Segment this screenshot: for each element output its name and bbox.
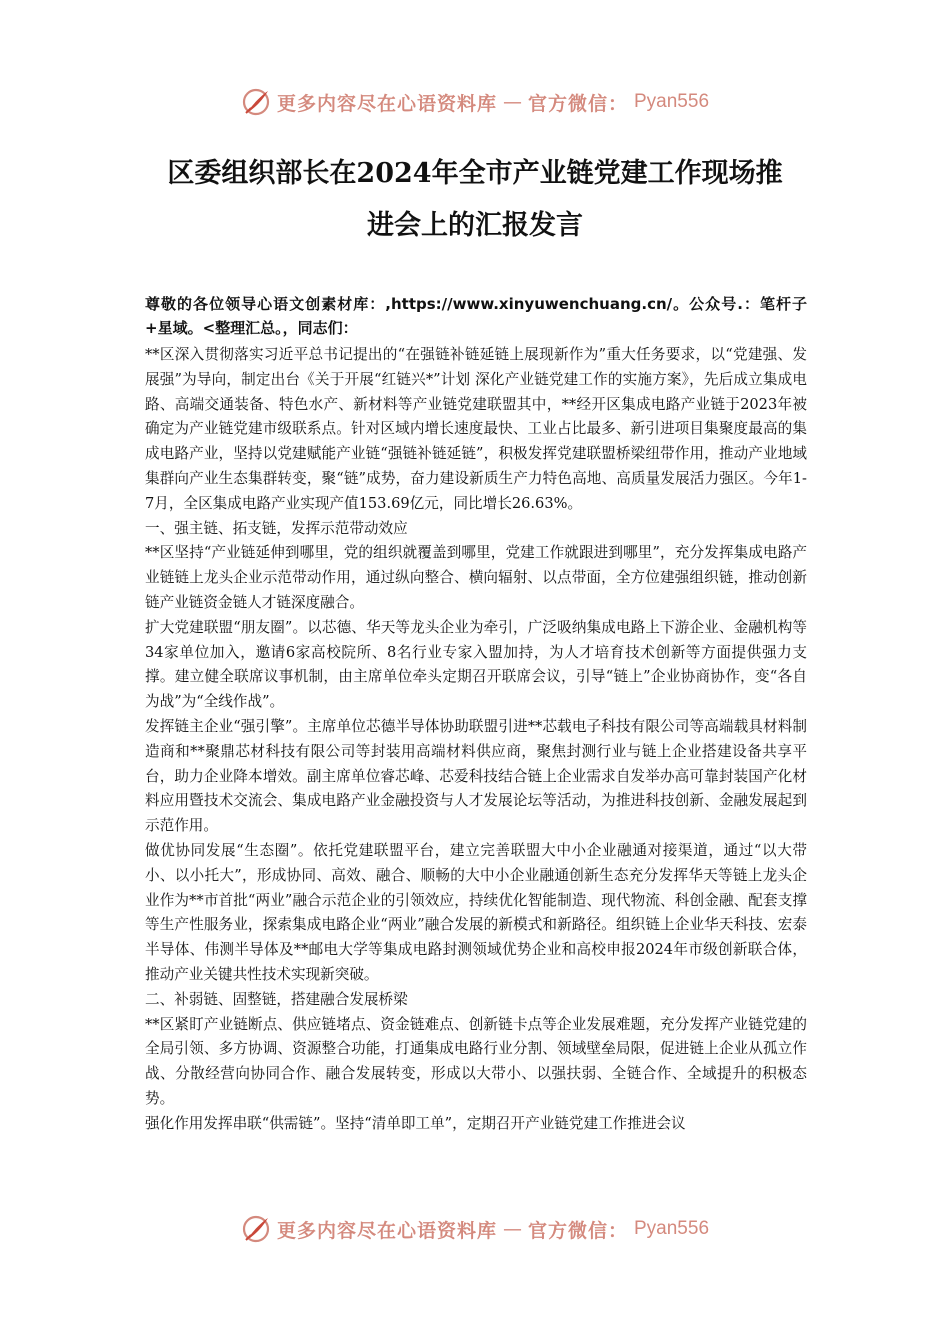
footer-watermark-banner	[0, 1209, 950, 1249]
header-watermark-banner	[0, 82, 950, 122]
salutation-paragraph: 尊敬的各位领导心语文创素材库：,https://www.xinyuwenchuang.cn/。公众号.：笔杆子+星域。<整理汇总。，同志们：	[145, 295, 807, 337]
body-paragraph: **区深入贯彻落实习近平总书记提出的“在强链补链延链上展现新作为”重大任务要求，以“党建强、发展强”为导向，制定出台《关于开展“红链兴*”计划 深化产业链党建工作的实施方案》，先后成立集成电路、高端交通装备、特色水产、新材料等产业链党建联盟其中，**经开区集成电路产业链于2023年被确定为产业链党建市级联系点。针对区域内增长速度最快、工业占比最多、新引进项目集聚度最高的集成电路产业，坚持以党建赋能产业链“强链补链延链”，积极发挥党建联盟桥梁纽带作用，推动产业地域集群向产业生态集群转变，聚“链”成势，奋力建设新质生产力特色高地、高质量发展活力强区。今年1-7月，全区集成电路产业实现产值153.69亿元，同比增长26.63%。	[145, 346, 807, 512]
watermark-wechat-label: 官方微信：	[527, 1219, 628, 1242]
body-paragraph: **区紧盯产业链断点、供应链堵点、资金链难点、创新链卡点等企业发展难题，充分发挥产业链党建的全局引领、多方协调、资源整合功能，打通集成电路行业分割、领域壁垒局限，促进链上企业从孤立作战、分散经营向协同合作、融合发展转变，形成以大带小、以强扶弱、全链合作、全域提升的积极态势。	[145, 1015, 807, 1107]
body-paragraph: **区坚持“产业链延伸到哪里，党的组织就覆盖到哪里，党建工作就跟进到哪里”，充分发挥集成电路产业链链上龙头企业示范带动作用，通过纵向整合、横向辐射、以点带面，全方位建强组织链，推动创新链产业链资金链人才链深度融合。	[145, 544, 807, 611]
watermark-content	[241, 1214, 709, 1244]
watermark-content	[241, 87, 709, 117]
section-heading: 二、补弱链、固整链，搭建融合发展桥梁	[145, 990, 408, 1008]
watermark-separator: —	[502, 1218, 522, 1240]
document-title	[120, 148, 830, 252]
watermark-separator: —	[502, 91, 522, 113]
document-body	[145, 292, 807, 1137]
watermark-text: 更多内容尽在心语资料库	[276, 1219, 497, 1242]
watermark-wechat-label: 官方微信：	[527, 92, 628, 115]
watermark-text: 更多内容尽在心语资料库	[276, 92, 497, 115]
watermark-wechat-id: Pyan556	[634, 1218, 710, 1239]
title-line-2: 进会上的汇报发言	[367, 210, 583, 241]
watermark-wechat-id: Pyan556	[634, 91, 710, 112]
body-paragraph: 扩大党建联盟“朋友圈”。以芯德、华天等龙头企业为牵引，广泛吸纳集成电路上下游企业、金融机构等34家单位加入，邀请6家高校院所、8名行业专家入盟加持，为人才培育技术创新等方面提供强力支撑。建立健全联席议事机制，由主席单位牵头定期召开联席会议，引导“链上”企业协商协作，变“各自为战”为“全线作战”。	[145, 618, 807, 711]
quill-logo-icon	[241, 87, 271, 117]
section-heading: 一、强主链、拓支链，发挥示范带动效应	[145, 519, 408, 537]
body-paragraph: 做优协同发展“生态圈”。依托党建联盟平台，建立完善联盟大中小企业融通对接渠道，通过“以大带小、以小托大”，形成协同、高效、融合、顺畅的大中小企业融通创新生态充分发挥华天等链上龙头企业作为**市首批“两业”融合示范企业的引领效应，持续优化智能制造、现代物流、科创金融、配套支撑等生产性服务业，探索集成电路企业“两业”融合发展的新模式和新路径。组织链上企业华天科技、宏泰半导体、伟测半导体及**邮电大学等集成电路封测领域优势企业和高校申报2024年市级创新联合体，推动产业关键共性技术实现新突破。	[145, 841, 807, 983]
quill-logo-icon	[241, 1214, 271, 1244]
body-paragraph: 强化作用发挥串联“供需链”。坚持“清单即工单”，定期召开产业链党建工作推进会议	[145, 1114, 686, 1132]
body-paragraph: 发挥链主企业“强引擎”。主席单位芯德半导体协助联盟引进**芯载电子科技有限公司等高端载具材料制造商和**聚鼎芯材科技有限公司等封装用高端材料供应商，聚焦封测行业与链上企业搭建设备共享平台，助力企业降本增效。副主席单位睿芯峰、芯爱科技结合链上企业需求自发举办高可靠封装国产化材料应用暨技术交流会、集成电路产业金融投资与人才发展论坛等活动，为推进科技创新、金融发展起到示范作用。	[145, 717, 807, 835]
title-line-1: 区委组织部长在2024年全市产业链党建工作现场推	[167, 158, 783, 189]
